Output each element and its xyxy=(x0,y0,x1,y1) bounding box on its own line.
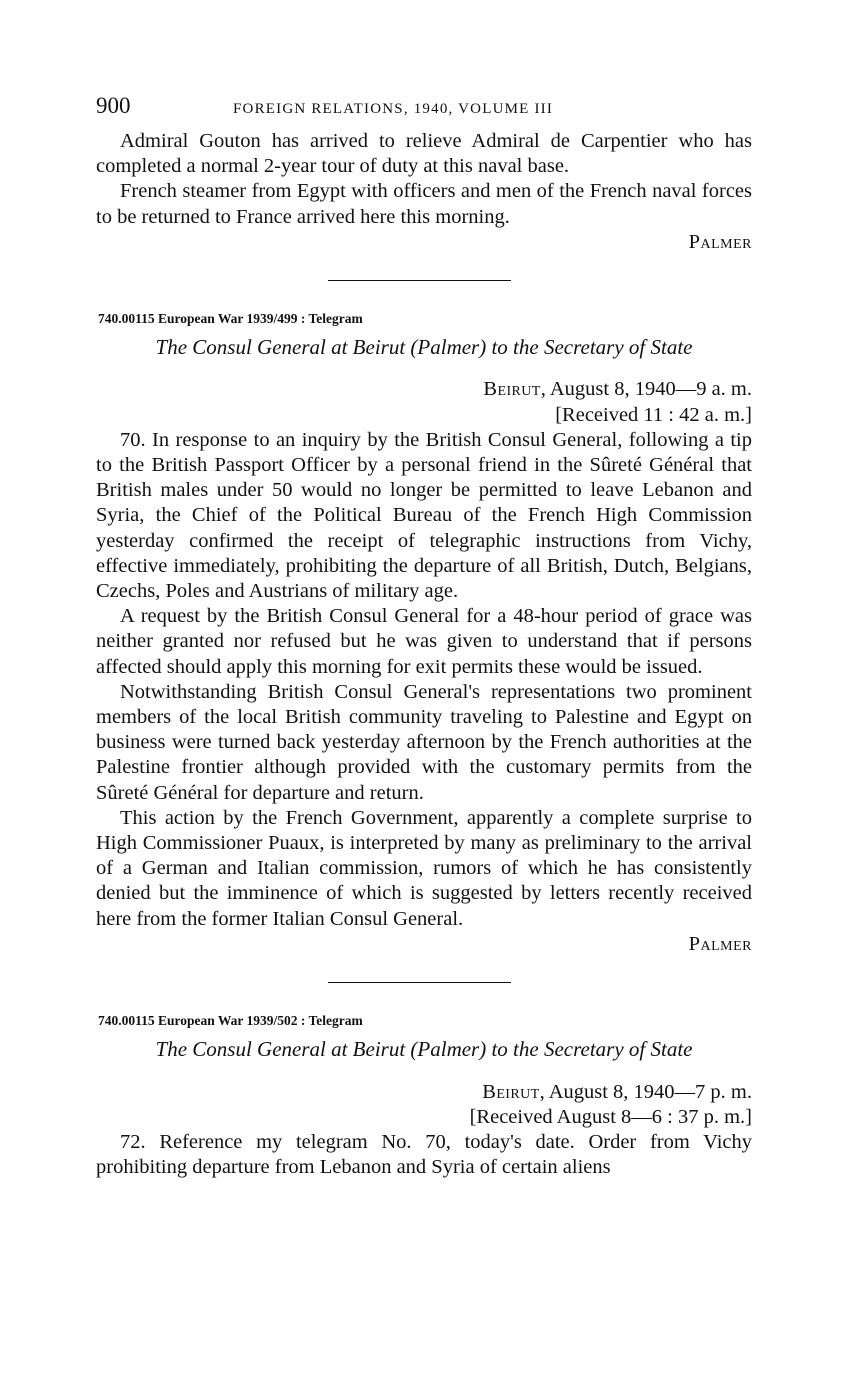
section-divider xyxy=(328,280,511,281)
received-line: [Received 11 : 42 a. m.] xyxy=(555,403,752,426)
paragraph: 72. Reference my telegram No. 70, today's date. Order from Vichy prohibiting departure from Lebanon and Syria of certain aliens xyxy=(96,1130,752,1179)
dateline-place: Beirut xyxy=(482,1080,540,1103)
signature: Palmer xyxy=(688,932,752,955)
paragraph: Notwithstanding British Consul General's representations two prominent members of the local British community traveling to Palestine and Egypt on business were turned back yesterday afternoon by the French authorities at the Palestine frontier although provided with the customary permits from the Sûreté Général for departure and return. xyxy=(96,680,752,804)
intro-section xyxy=(96,129,752,255)
paragraph: This action by the French Government, apparently a complete surprise to High Commissioner Puaux, is interpreted by many as preliminary to the arrival of a German and Italian commission, rumors of which he has consistently denied but the imminence of which is suggested by letters recently received here from the former Italian Consul General. xyxy=(96,806,752,930)
dateline-place: Beirut xyxy=(483,378,541,401)
dateline-date: , August 8, 1940—9 a. m. xyxy=(540,378,752,401)
paragraph: French steamer from Egypt with officers and men of the French naval forces to be returned to France arrived here this morning. xyxy=(96,180,752,228)
dateline-date: , August 8, 1940—7 p. m. xyxy=(539,1080,752,1103)
paragraph: 70. In response to an inquiry by the British Consul General, following a tip to the British Passport Officer by a personal friend in the Sûreté Général that British males under 50 would no longer be permitted to leave Lebanon and Syria, the Chief of the Political Bureau of the French High Commission yesterday confirmed the receipt of telegraphic instructions from Vichy, effective immediately, prohibiting the departure of all British, Dutch, Belgians, Czechs, Poles and Austrians of military age. xyxy=(96,428,752,603)
document-title: The Consul General at Beirut (Palmer) to the Secretary of State xyxy=(155,1037,693,1062)
document-page xyxy=(96,93,752,1180)
running-header xyxy=(96,93,752,129)
received-line: [Received August 8—6 : 37 p. m.] xyxy=(469,1105,752,1128)
document-entry xyxy=(96,306,752,957)
running-header-title: FOREIGN RELATIONS, 1940, VOLUME III xyxy=(233,101,554,117)
paragraph: A request by the British Consul General for a 48-hour period of grace was neither granted nor refused but he was given to understand that if persons affected should apply this morning for exit permits these would be issued. xyxy=(96,605,752,678)
page-number: 900 xyxy=(96,93,131,118)
document-entry xyxy=(96,1008,752,1180)
file-reference: 740.00115 European War 1939/499 : Telegram xyxy=(98,311,363,327)
signature: Palmer xyxy=(688,230,752,253)
paragraph: Admiral Gouton has arrived to relieve Admiral de Carpentier who has completed a normal 2-year tour of duty at this naval base. xyxy=(96,130,752,178)
section-divider xyxy=(328,982,511,983)
document-title: The Consul General at Beirut (Palmer) to the Secretary of State xyxy=(155,335,693,360)
file-reference: 740.00115 European War 1939/502 : Telegram xyxy=(98,1013,363,1029)
dateline xyxy=(96,1080,752,1105)
dateline xyxy=(96,377,752,402)
